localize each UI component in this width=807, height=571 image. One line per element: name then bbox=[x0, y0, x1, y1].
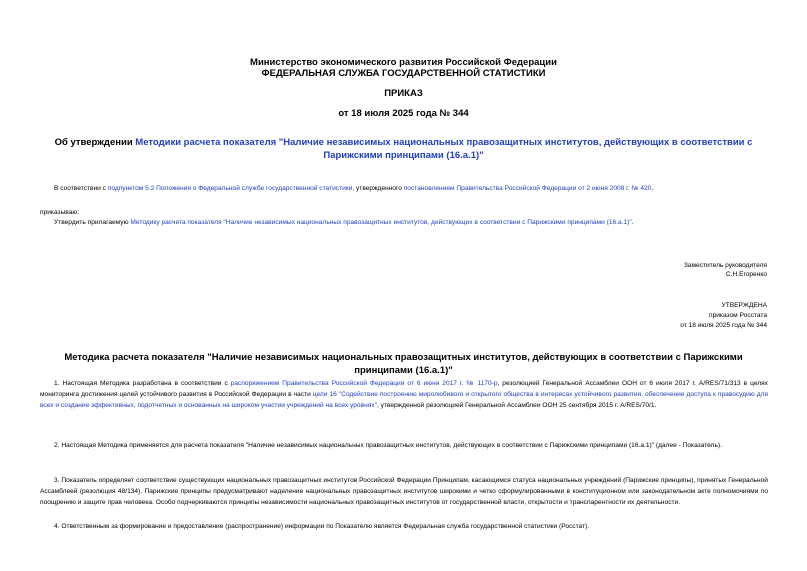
order-title bbox=[40, 136, 767, 162]
approval-word: УТВЕРЖДЕНА bbox=[721, 302, 767, 309]
ministry-name: Министерство экономического развития Российской Федерации bbox=[250, 57, 557, 68]
approval-date: от 18 июля 2025 года № 344 bbox=[680, 322, 767, 329]
government-order-link[interactable]: распоряжением Правительства Российской Федерации от 6 июня 2017 г. № 1170-р bbox=[230, 380, 498, 387]
approve-text: Утвердить прилагаемую bbox=[54, 219, 131, 226]
approval-by: приказом Росстата bbox=[709, 312, 767, 319]
service-name: ФЕДЕРАЛЬНАЯ СЛУЖБА ГОСУДАРСТВЕННОЙ СТАТИСТИКИ bbox=[261, 68, 546, 79]
doc-type: ПРИКАЗ bbox=[384, 88, 423, 99]
item-1-text-b: , резолюцией Генеральной Ассамблеи ООН от 6 июля 2017 г. A/RES/71/313 в целях мониторинга достижения целей устойчивого развития в Российской Федерации в части bbox=[40, 380, 768, 398]
preamble-text-2: , утвержденного bbox=[352, 185, 404, 192]
item-1-text-c: , утвержденной резолюцией Генеральной Ассамблеи ООН 25 сентября 2015 г. A/RES/70/1. bbox=[376, 401, 657, 409]
approve-end: . bbox=[631, 219, 634, 226]
government-decree-link[interactable]: постановлением Правительства Российской Федерации от 2 июня 2008 г. № 420 bbox=[403, 185, 652, 192]
methodology-title: Методика расчета показателя "Наличие независимых национальных правозащитных институтов, действующих в соответствии с Парижскими принципами (16.а.1)" bbox=[64, 352, 743, 376]
preamble-text-3: , bbox=[651, 185, 654, 192]
item-1 bbox=[40, 379, 768, 411]
signature-name: С.Н.Егоренко bbox=[725, 271, 767, 278]
order-title-prefix: Об утверждении bbox=[54, 137, 136, 148]
goal-16-link[interactable]: цели 16 "Содействие построению миролюбивого и открытого общества в интересах устойчивого развития, обеспечение доступа к правосудию для всех и создание эффективных, подотчетных и основанных на широком участии учреждений на всех уровнях" bbox=[40, 390, 769, 409]
preamble-text-1: В соответствии с bbox=[54, 185, 108, 192]
approve-paragraph bbox=[54, 218, 774, 227]
item-3: 3. Показатель определяет соответствие существующих национальных правозащитных институтов Российской Федерации Принципам, касающимся статуса национальных учреждений (Парижские принципы), принятых Генеральной Ассамблеей (резолюция 48/134). Парижские принципы предусматривают наделение национальных правозащитных институтов широкими и четко сформулированными в конституционном или законодательном акте полномочиями по поощрению и защите прав человека. Особо подчеркиваются принципы независимости национальных правозащитных институтов от государственной власти, открытости и транспарентности их деятельности. bbox=[40, 477, 768, 506]
order-date-number: от 18 июля 2025 года № 344 bbox=[338, 108, 469, 119]
preamble-paragraph bbox=[54, 184, 774, 193]
order-word: приказываю: bbox=[40, 209, 80, 216]
item-4: 4. Ответственным за формирование и предоставление (распространение) информации по Показателю является Федеральная служба государственной статистики (Росстат). bbox=[54, 523, 590, 530]
order-title-link[interactable]: Методики расчета показателя "Наличие независимых национальных правозащитных институтов, действующих в соответствии с Парижскими принципами (16.а.1)" bbox=[135, 137, 753, 161]
item-2: 2. Настоящая Методика применяется для расчета показателя "Наличие независимых национальных правозащитных институтов, действующих в соответствии с Парижскими принципами (16.а.1)" (далее - Показатель). bbox=[54, 442, 722, 449]
methodology-link[interactable]: Методику расчета показателя "Наличие независимых национальных правозащитных институтов, действующих в соответствии с Парижскими принципами (16.а.1)" bbox=[130, 219, 632, 226]
regulation-link[interactable]: подпунктом 5.2 Положения о Федеральной службе государственной статистики bbox=[107, 185, 353, 192]
signature-position: Заместитель руководителя bbox=[683, 262, 767, 269]
item-1-text-a: 1. Настоящая Методика разработана в соответствии с bbox=[54, 380, 231, 387]
